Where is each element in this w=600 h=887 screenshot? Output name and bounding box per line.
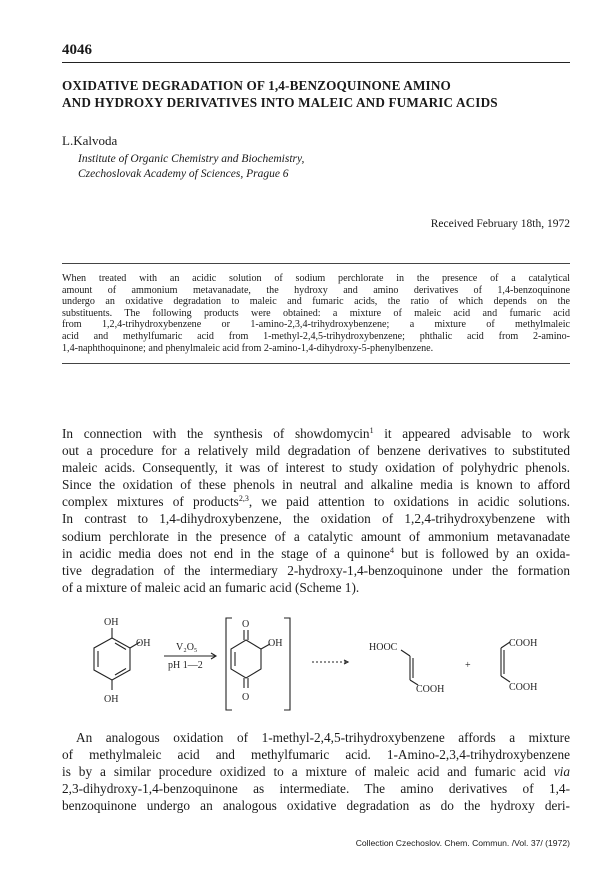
title-line: AND HYDROXY DERIVATIVES INTO MALEIC AND FUMARIC ACIDS <box>62 95 498 110</box>
top-rule <box>62 62 570 63</box>
abstract-line: 1,4-naphthoquinone; and phenylmaleic acid from 2-amino-1,4-dihydroxy-5-phenylbenzene. <box>62 342 434 354</box>
benzene-ring <box>94 638 130 680</box>
label-cooh: COOH <box>509 638 538 649</box>
author-name: L.Kalvoda <box>62 133 118 148</box>
body-line: complex mixtures of products$^{2,3}$, we paid attention to oxidations in acidic solutions. <box>62 494 570 510</box>
condition-label: pH 1—2 <box>168 660 203 671</box>
affiliation-line: Institute of Organic Chemistry and Biochemistry, <box>78 153 305 165</box>
reaction-scheme <box>60 610 570 720</box>
body-line: tive degradation of the intermediary 2-hydroxy-1,4-benzoquinone under the formation <box>62 562 570 578</box>
author <box>62 133 117 149</box>
body-line: of methylmaleic acid and methylfumaric acid. 1-Amino-2,3,4-trihydroxybenzene <box>62 747 570 763</box>
body-line: In connection with the synthesis of showdomycin$^1$ it appeared advisable to work <box>62 426 570 441</box>
italic-word: via <box>553 764 570 780</box>
abstract-bottom-rule <box>62 363 570 364</box>
journal-footer: Collection Czechoslov. Chem. Commun. /Vol. 37/ (1972) <box>355 838 570 848</box>
body-line: in acidic media does not end in the stage of a quinone$^4$ but is followed by an oxida- <box>62 545 571 561</box>
label-cooh: COOH <box>416 684 445 695</box>
label-cooh: COOH <box>509 682 538 693</box>
abstract-line: When treated with an acidic solution of sodium perchlorate in the presence of a catalytical <box>62 273 570 284</box>
abstract-line: amount of ammonium metavanadate, the hydroxy and amino derivatives of 1,4-benzoquinone <box>62 284 570 296</box>
body-line: benzoquinone undergo an analogous oxidative degradation as do the hydroxy deri- <box>62 798 570 814</box>
ring-double-bond <box>115 643 126 650</box>
citation: 1 <box>369 426 374 435</box>
abstract-line: substituents. The following products were obtained: a mixture of maleic acid and fumaric acid <box>62 307 570 319</box>
abstract-line: from 1,2,4-trihydroxybenzene or 1-amino-2,3,4-trihydroxybenzene; a mixture of methylmaleic <box>62 319 570 331</box>
label-o: O <box>242 692 250 703</box>
body-line: Since the oxidation of these phenols in neutral and alkaline media is known to afford <box>62 477 570 493</box>
affiliation <box>78 152 304 182</box>
abstract-line: acid and methylfumaric acid from 1-methyl-2,4,5-trihydroxybenzene; phthalic acid from 2-amino- <box>62 330 570 342</box>
abstract <box>62 273 570 354</box>
page-number: 4046 <box>62 42 92 58</box>
received-date: Received February 18th, 1972 <box>430 218 570 230</box>
plus-sign: + <box>465 660 471 671</box>
label-oh: OH <box>104 694 119 705</box>
title-line: OXIDATIVE DEGRADATION OF 1,4-BENZOQUINONE AMINO <box>62 78 451 93</box>
article-title <box>62 77 572 111</box>
body-paragraph-2 <box>62 729 570 814</box>
citation: 2,3 <box>238 494 249 504</box>
body-line: out a procedure for a relatively mild degradation of benzene derivatives to substituted <box>62 443 570 459</box>
label-hooc: HOOC <box>369 642 398 653</box>
body-line: maleic acids. Consequently, it was of interest to study oxidation of polyhydric phenols. <box>62 460 570 476</box>
label-o: O <box>242 619 250 630</box>
label-oh: OH <box>268 638 283 649</box>
body-line: In contrast to 1,4-dihydroxybenzene, the oxidation of 1,2,4-trihydroxybenzene with <box>62 511 570 527</box>
ring-double-bond <box>115 669 126 676</box>
body-line: An analogous oxidation of 1-methyl-2,4,5-trihydroxybenzene affords a mixture <box>76 730 570 745</box>
bond <box>401 650 410 656</box>
affiliation-line: Czechoslovak Academy of Sciences, Prague 6 <box>78 168 289 180</box>
body-paragraph-1 <box>62 425 570 596</box>
label-oh: OH <box>136 638 151 649</box>
abstract-top-rule <box>62 263 570 264</box>
body-line: 2,3-dihydroxy-1,4-benzoquinone as intermediate. The amino derivatives of 1,4- <box>62 781 570 797</box>
body-line: is by a similar procedure oxidized to a mixture of maleic acid and fumaric acid via <box>62 764 570 780</box>
abstract-line: undergo an oxidative degradation to maleic and fumaric acids, the ratio of which depends on the <box>62 296 570 308</box>
body-line: of a mixture of maleic acid an fumaric acid (Scheme 1). <box>62 579 360 595</box>
bracket-right <box>284 618 290 710</box>
citation: 4 <box>389 545 394 555</box>
label-oh: OH <box>104 617 119 628</box>
body-line: sodium perchlorate in the presence of a catalytic amount of ammonium metavanadate <box>62 528 570 544</box>
reagent-label: V₂O₅ <box>176 642 198 653</box>
